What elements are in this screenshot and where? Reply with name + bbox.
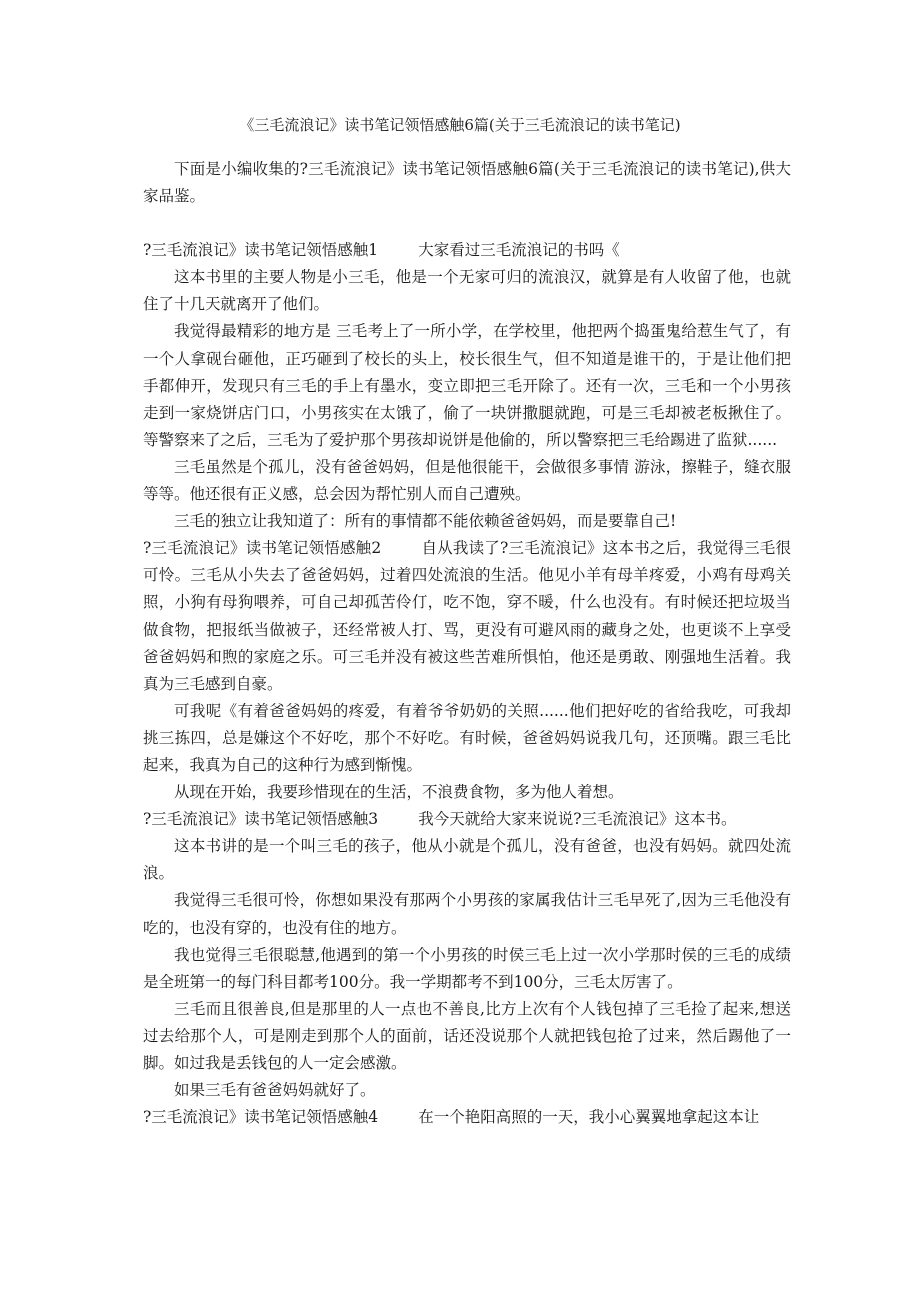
section-1-paragraph-4: 三毛的独立让我知道了：所有的事情都不能依赖爸爸妈妈，而是要靠自己! — [174, 512, 677, 531]
section-3-heading: ?三毛流浪记》读书笔记领悟感触3 — [143, 810, 379, 829]
section-2-paragraph-1: 可我呢《有着爸爸妈妈的疼爱，有着爷爷奶奶的关照......他们把好吃的省给我吃，可我却挑三拣四，总是嫌这个不好吃，那个不好吃。有时候，爸爸妈妈说我几句，还顶嘴。跟三毛比起来，我真为自己的这种行为感到惭愧。 — [143, 701, 791, 774]
section-1-paragraph-1: 这本书里的主要人物是小三毛，他是一个无家可归的流浪汉，就算是有人收留了他，也就住了十几天就离开了他们。 — [143, 268, 791, 314]
section-1-lead: 大家看过三毛流浪记的书吗《 — [418, 241, 620, 260]
section-4-lead: 在一个艳阳高照的一天，我小心翼翼地拿起这本让 — [418, 1108, 760, 1127]
section-1-paragraph-3: 三毛虽然是个孤儿，没有爸爸妈妈，但是他很能干，会做很多事情 游泳，擦鞋子，缝衣服等等。他还很有正义感，总会因为帮忙别人而自己遭殃。 — [143, 457, 791, 504]
section-3-lead: 我今天就给大家来说说?三毛流浪记》这本书。 — [418, 810, 737, 829]
document-body — [143, 156, 791, 1131]
section-4-heading: ?三毛流浪记》读书笔记领悟感触4 — [143, 1108, 379, 1127]
section-4-heading-line — [143, 1104, 791, 1131]
section-2-paragraph-2: 从现在开始，我要珍惜现在的生活，不浪费食物，多为他人着想。 — [174, 783, 624, 802]
section-2-heading-line — [143, 535, 791, 698]
section-3-paragraph-4: 三毛而且很善良,但是那里的人一点也不善良,比方上次有个人钱包掉了三毛捡了起来,想送过去给那个人，可是刚走到那个人的面前，话还没说那个人就把钱包抢了过来，然后踢他了一脚。如过我是丢钱包的人一定会感激。 — [143, 999, 791, 1072]
section-3-paragraph-2: 我觉得三毛很可怜，你想如果没有那两个小男孩的家属我估计三毛早死了,因为三毛他没有吃的，也没有穿的，也没有住的地方。 — [143, 891, 791, 937]
section-3-paragraph-1: 这本书讲的是一个叫三毛的孩子，他从小就是个孤儿，没有爸爸，也没有妈妈。就四处流浪。 — [143, 837, 791, 883]
section-1-heading: ?三毛流浪记》读书笔记领悟感触1 — [143, 241, 379, 260]
section-3-paragraph-3: 我也觉得三毛很聪慧,他遇到的第一个小男孩的时侯三毛上过一次小学那时侯的三毛的成绩是全班第一的每门科目都考100分。我一学期都考不到100分，三毛太厉害了。 — [143, 945, 791, 991]
document-title: 《三毛流浪记》读书笔记领悟感触6篇(关于三毛流浪记的读书笔记) — [239, 116, 681, 134]
section-2-lead: 自从我读了?三毛流浪记》这本书之后，我觉得三毛很可怜。三毛从小失去了爸爸妈妈，过着四处流浪的生活。他见小羊有母羊疼爱，小鸡有母鸡关照，小狗有母狗喂养，可自己却孤苦伶仃，吃不饱，穿不暖，什么也没有。有时候还把垃圾当做食物，把报纸当做被子，还经常被人打、骂，更没有可避风雨的藏身之处，也更谈不上享受爸爸妈妈和煦的家庭之乐。可三毛并没有被这些苦难所惧怕，他还是勇敢、刚强地生活着。我真为三毛感到自豪。 — [143, 539, 791, 693]
section-1-heading-line — [143, 237, 791, 264]
section-1-paragraph-2: 我觉得最精彩的地方是 三毛考上了一所小学，在学校里，他把两个捣蛋鬼给惹生气了，有一个人拿砚台砸他，正巧砸到了校长的头上，校长很生气，但不知道是谁干的，于是让他们把手都伸开，发现只有三毛的手上有墨水，变立即把三毛开除了。还有一次，三毛和一个小男孩走到一家烧饼店门口，小男孩实在太饿了，偷了一块饼撒腿就跑，可是三毛却被老板揪住了。等警察来了之后，三毛为了爱护那个男孩却说饼是他偷的，所以警察把三毛给踢进了监狱...... — [143, 322, 791, 449]
section-3-paragraph-5: 如果三毛有爸爸妈妈就好了。 — [174, 1081, 376, 1100]
section-3-heading-line — [143, 806, 791, 833]
section-2-heading: ?三毛流浪记》读书笔记领悟感触2 — [143, 539, 382, 558]
intro-paragraph: 下面是小编收集的?三毛流浪记》读书笔记领悟感触6篇(关于三毛流浪记的读书笔记),供大家品鉴。 — [143, 160, 791, 206]
